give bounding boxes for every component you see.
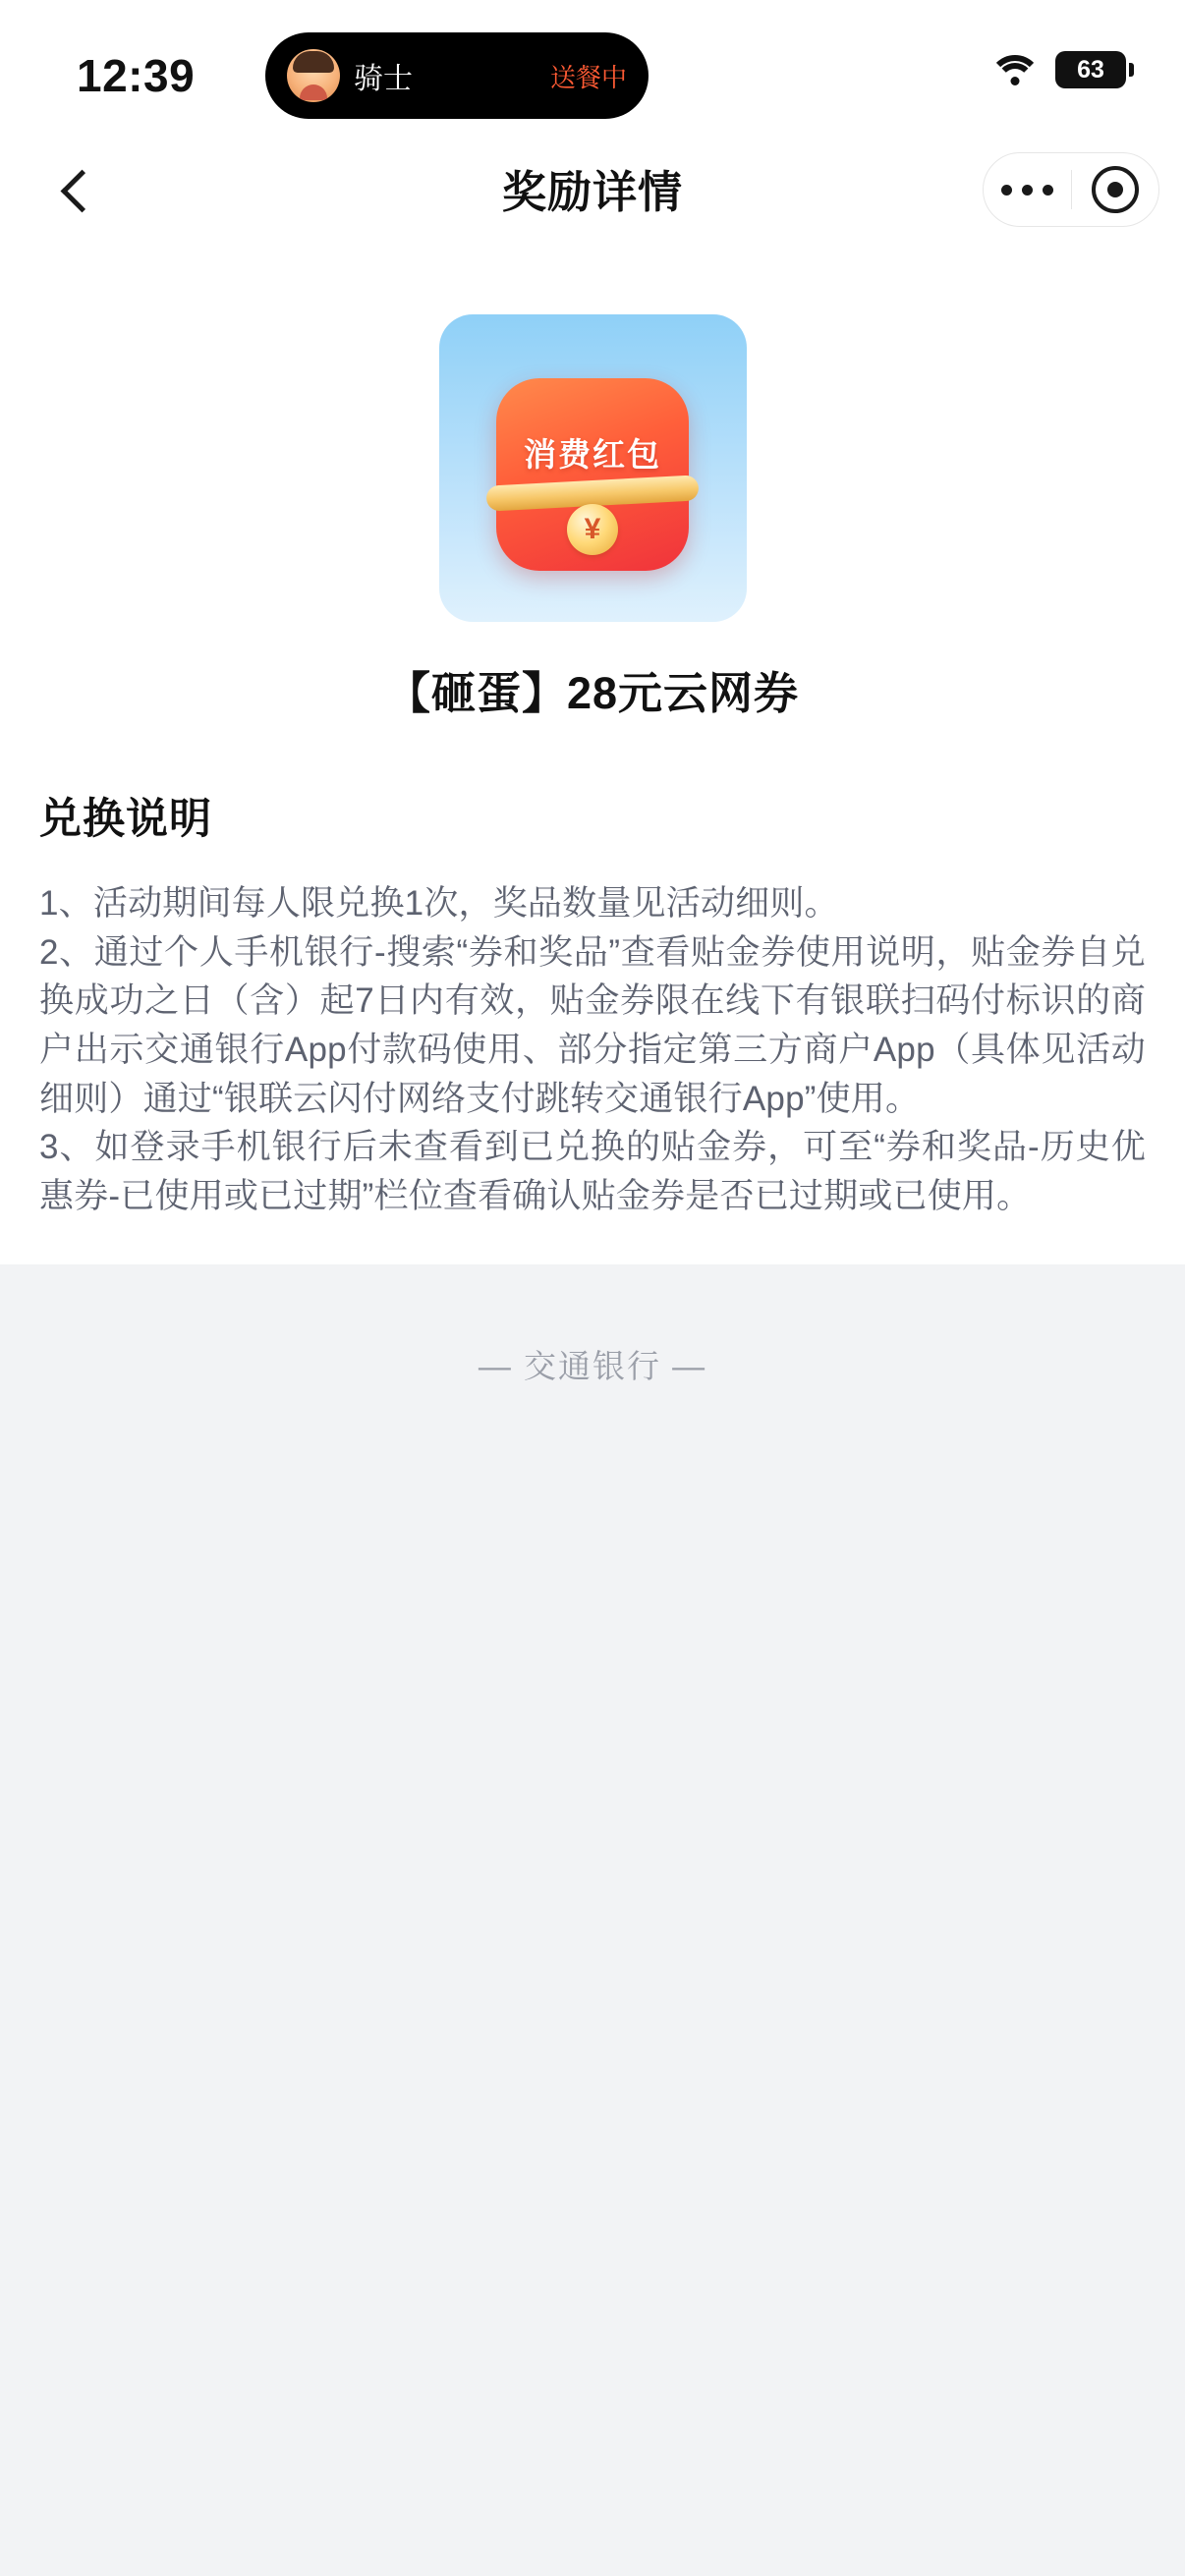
rider-avatar-icon	[287, 49, 340, 102]
envelope-label: 消费红包	[524, 435, 661, 473]
nav-bar	[0, 142, 1185, 255]
wifi-icon	[992, 53, 1038, 86]
redemption-instructions-section	[0, 721, 1185, 1264]
island-delivery-status: 送餐中	[549, 62, 627, 92]
instruction-item-3: 3、如登录手机银行后未查看到已兑换的贴金券，可至“券和奖品-历史优惠券-已使用或已过期”栏位查看确认贴金券是否已过期或已使用。	[39, 1128, 1146, 1216]
footer-brand-label: — 交通银行 —	[478, 1347, 707, 1384]
section-heading: 兑换说明	[39, 796, 212, 843]
battery-level-label: 63	[1077, 55, 1104, 84]
close-target-button[interactable]	[1072, 166, 1159, 213]
status-indicators	[992, 51, 1126, 88]
mini-program-capsule	[983, 152, 1159, 227]
page-title: 奖励详情	[501, 167, 683, 217]
status-bar	[0, 0, 1185, 142]
product-section	[0, 255, 1185, 721]
yuan-coin-icon: ¥	[567, 504, 618, 555]
red-envelope-graphic	[496, 378, 689, 571]
island-rider-name: 骑士	[354, 63, 413, 95]
target-circle-icon	[1092, 166, 1139, 213]
dynamic-island-live-activity[interactable]	[265, 32, 649, 119]
product-image	[439, 314, 747, 622]
product-title: 【砸蛋】28元云网券	[385, 668, 800, 718]
instruction-item-1: 1、活动期间每人限兑换1次，奖品数量见活动细则。	[39, 884, 839, 923]
instruction-item-2: 2、通过个人手机银行-搜索“券和奖品”查看贴金券使用说明，贴金券自兑换成功之日（含）起7日内有效，贴金券限在线下有银联扫码付标识的商户出示交通银行App付款码使用、部分指定第三方商户App（具体见活动细则）通过“银联云闪付网络支付跳转交通银行App”使用。	[39, 932, 1146, 1118]
more-dots-icon[interactable]	[984, 185, 1071, 196]
status-time: 12:39	[77, 50, 196, 101]
battery-indicator	[1055, 51, 1126, 88]
footer-area	[0, 1264, 1185, 2576]
